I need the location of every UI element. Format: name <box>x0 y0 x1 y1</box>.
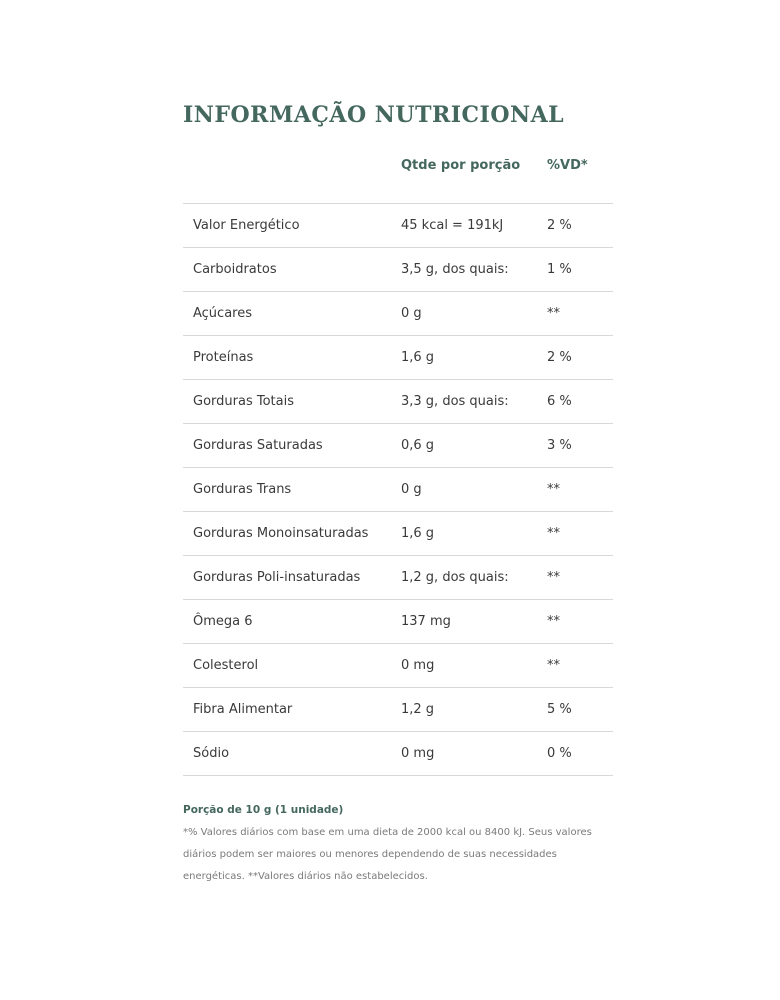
nutrient-daily-value: ** <box>547 292 613 336</box>
nutrient-daily-value: ** <box>547 600 613 644</box>
nutrient-name: Carboidratos <box>183 248 401 292</box>
nutrient-daily-value: 2 % <box>547 336 613 380</box>
footnote-block <box>183 804 613 888</box>
nutrient-daily-value: 3 % <box>547 424 613 468</box>
nutrient-name: Ômega 6 <box>183 600 401 644</box>
table-row <box>183 380 613 424</box>
nutrient-name: Gorduras Poli-insaturadas <box>183 556 401 600</box>
nutrient-name: Gorduras Totais <box>183 380 401 424</box>
nutrient-name: Açúcares <box>183 292 401 336</box>
nutrient-daily-value: 0 % <box>547 732 613 776</box>
header-quantity: Qtde por porção <box>401 152 547 204</box>
table-row <box>183 732 613 776</box>
table-row <box>183 688 613 732</box>
table-row <box>183 204 613 248</box>
table-row <box>183 512 613 556</box>
table-row <box>183 336 613 380</box>
nutrient-daily-value: 6 % <box>547 380 613 424</box>
nutrient-name: Gorduras Saturadas <box>183 424 401 468</box>
table-row <box>183 424 613 468</box>
nutrient-name: Gorduras Monoinsaturadas <box>183 512 401 556</box>
header-daily-value: %VD* <box>547 152 613 204</box>
nutrient-daily-value: ** <box>547 644 613 688</box>
table-row <box>183 600 613 644</box>
table-row <box>183 248 613 292</box>
nutrient-name: Fibra Alimentar <box>183 688 401 732</box>
page-title: INFORMAÇÃO NUTRICIONAL <box>183 102 565 128</box>
nutrient-daily-value: ** <box>547 512 613 556</box>
nutrient-name: Sódio <box>183 732 401 776</box>
nutrient-quantity: 1,2 g <box>401 688 547 732</box>
table-row <box>183 556 613 600</box>
nutrient-quantity: 1,6 g <box>401 512 547 556</box>
nutrient-quantity: 0 mg <box>401 644 547 688</box>
table-header-row <box>183 152 613 204</box>
nutrient-name: Colesterol <box>183 644 401 688</box>
nutrient-quantity: 1,2 g, dos quais: <box>401 556 547 600</box>
nutrient-daily-value: ** <box>547 556 613 600</box>
nutrient-quantity: 137 mg <box>401 600 547 644</box>
nutrient-quantity: 3,3 g, dos quais: <box>401 380 547 424</box>
table-row <box>183 292 613 336</box>
header-nutrient <box>183 152 401 204</box>
nutrient-daily-value: 1 % <box>547 248 613 292</box>
table-row <box>183 468 613 512</box>
table-row <box>183 644 613 688</box>
nutrient-name: Proteínas <box>183 336 401 380</box>
portion-size: Porção de 10 g (1 unidade) <box>183 804 344 816</box>
nutrient-quantity: 0,6 g <box>401 424 547 468</box>
nutrient-quantity: 3,5 g, dos quais: <box>401 248 547 292</box>
nutrient-quantity: 1,6 g <box>401 336 547 380</box>
nutrition-panel <box>183 100 613 888</box>
nutrient-quantity: 0 g <box>401 468 547 512</box>
nutrient-daily-value: ** <box>547 468 613 512</box>
nutrient-quantity: 0 mg <box>401 732 547 776</box>
nutrient-name: Valor Energético <box>183 204 401 248</box>
nutrient-daily-value: 5 % <box>547 688 613 732</box>
nutrient-quantity: 45 kcal = 191kJ <box>401 204 547 248</box>
nutrient-daily-value: 2 % <box>547 204 613 248</box>
nutrition-table <box>183 152 613 776</box>
daily-value-note: *% Valores diários com base em uma dieta de 2000 kcal ou 8400 kJ. Seus valores diários podem ser maiores ou menores dependendo de suas necessidades energéticas. **Valores diários não estabelecidos. <box>183 827 592 882</box>
nutrient-quantity: 0 g <box>401 292 547 336</box>
nutrient-name: Gorduras Trans <box>183 468 401 512</box>
